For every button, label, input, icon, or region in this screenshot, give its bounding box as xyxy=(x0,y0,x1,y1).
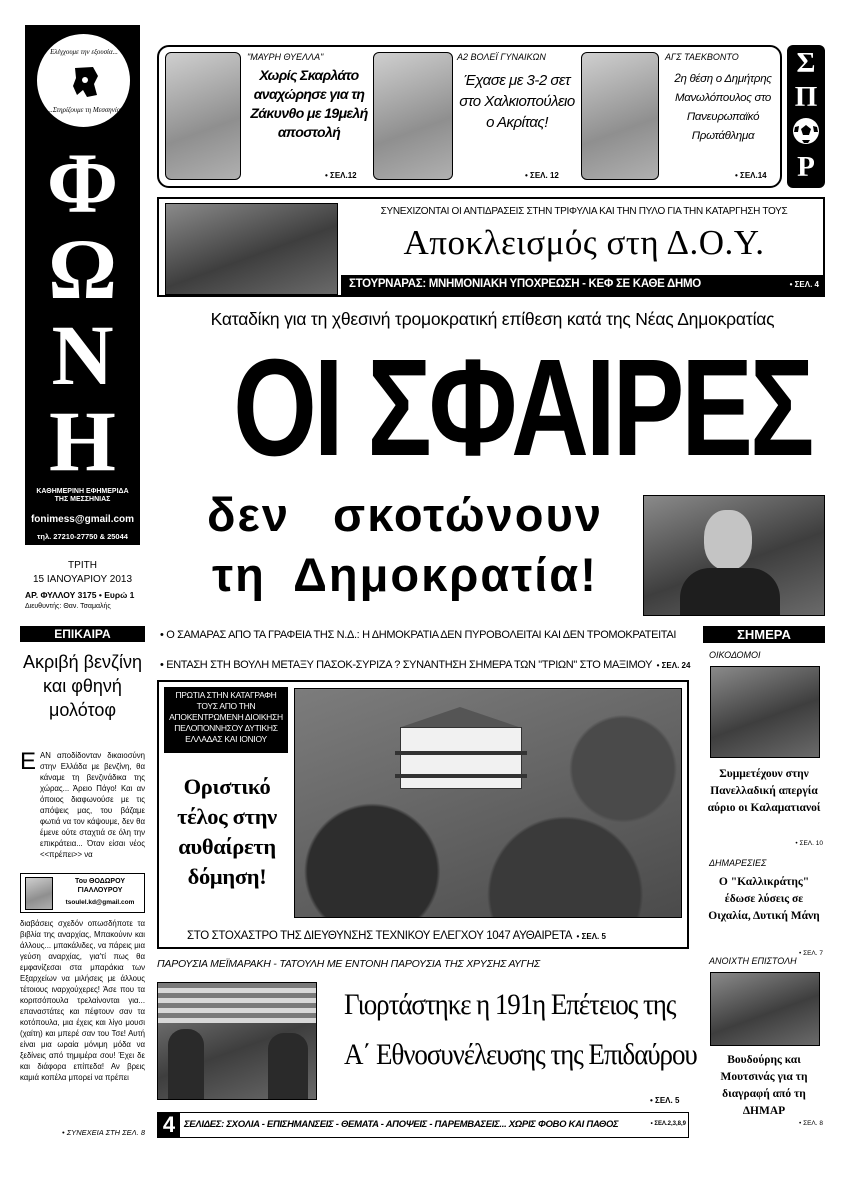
person-right xyxy=(268,1033,308,1100)
parliament-photo xyxy=(710,972,820,1046)
masthead-email[interactable]: fonimess@gmail.com xyxy=(30,514,135,525)
simera-kicker: ΔΗΜΑΡΕΣΙΕΣ xyxy=(709,858,767,868)
epidavros-headline-1[interactable]: Γιορτάστηκε η 191η Επέτειος της xyxy=(344,988,676,1021)
epidavros-ref: • ΣΕΛ. 5 xyxy=(650,1096,680,1105)
masthead-subtitle: ΚΑΘΗΜΕΡΙΝΗ ΕΦΗΜΕΡΙΔΑ ΤΗΣ ΜΕΣΣΗΝΙΑΣ xyxy=(36,488,129,503)
masthead-letter-eta: Η xyxy=(49,393,116,489)
main-bullet-2-ref: • ΣΕΛ. 24 xyxy=(656,661,691,670)
building-caption xyxy=(187,926,687,944)
sports-item-1[interactable] xyxy=(165,50,370,185)
seal-top-text: Ελέγχουμε την εξουσία... xyxy=(50,48,118,56)
simera-item-3[interactable] xyxy=(703,956,825,1140)
sports-item-2[interactable] xyxy=(373,50,578,185)
sports-item-kicker: Α2 ΒΟΛΕΪ ΓΥΝΑΙΚΩΝ xyxy=(457,52,546,62)
masthead xyxy=(25,25,140,545)
football-icon xyxy=(792,117,820,145)
basketball-photo xyxy=(165,52,241,180)
sports-item-title: Έχασε με 3-2 σετ στο Χαλκιοπούλειο ο Ακρίτας! xyxy=(459,72,575,131)
main-subheadline-1: δεν σκοτώνουν xyxy=(207,488,603,541)
building-headline: Οριστικό τέλος στην αυθαίρετη δόμηση! xyxy=(177,774,277,889)
simera-ref: • ΣΕΛ. 8 xyxy=(798,1120,823,1127)
tax-office-photo xyxy=(165,203,338,295)
masthead-letter-omega: Ω xyxy=(48,221,117,317)
epikaira-column[interactable] xyxy=(20,626,145,1140)
sports-item-title: Χωρίς Σκαρλάτο αναχώρησε για τη Ζάκυνθο με 19μελή αποστολή xyxy=(250,67,368,140)
samaras-face xyxy=(704,510,752,570)
simera-label: ΣΗΜΕΡΑ xyxy=(703,626,825,643)
main-subheadline-2: τη Δημοκρατία! xyxy=(212,548,598,601)
house-roof xyxy=(390,707,530,727)
author-name: Του ΘΟΔΩΡΟΥ ΓΙΑΛΛΟΥΡΟΥ xyxy=(75,878,125,894)
sports-letter: Ρ xyxy=(797,151,815,183)
main-headline[interactable]: ΟΙ ΣΦΑΙΡΕΣ xyxy=(233,331,812,485)
epikaira-continue[interactable]: • ΣΥΝΕΧΕΙΑ ΣΤΗ ΣΕΛ. 8 xyxy=(62,1128,145,1137)
epikaira-title: Ακριβή βενζίνη και φθηνή μολότοφ xyxy=(23,652,142,720)
simera-column xyxy=(703,626,825,1140)
doy-headline: Αποκλεισμός στη Δ.Ο.Υ. xyxy=(403,223,765,262)
epikaira-paragraph-2: διαβάσεις σχεδόν οπωσδήποτε τα βιβλία της αναρχίας, Μπακούνιν και άλλους... μπακάλιδες, να πάρεις μια γεύση αναρχίας, για'τί πως θα εμφανίζεσαι στα μπαράκια των Εξαρχείων να μιλήσεις με άλλους τέτοιους ιναρχούχερες! Άσε που τα κοριτσόπουλα τρελαίνονται για... επαναστάτες και πέφτουν σαν τα κοτόπουλα, μια έχεις και λίγο μουσι (χαίτη) και μπερέ σαν του Τσε! Αυτή είναι μια ωραία μόνιμη μόδα να ξεδίνεις από τημιμέρα σου! Έχει δε και διάφορα επίπεδα! Αν βρεις καμιά κοπέλα μπορεί να πρέπει xyxy=(20,919,145,1082)
doy-bar-text: ΣΤΟΥΡΝΑΡΑΣ: ΜΝΗΜΟΝΙΑΚΗ ΥΠΟΧΡΕΩΣΗ - ΚΕΦ ΣΕ ΚΑΘΕ ΔΗΜΟ xyxy=(349,278,701,290)
seal-bottom-text: ...Στηρίζουμε τη Μεσσηνία xyxy=(47,106,121,114)
building-photo xyxy=(294,688,682,918)
sports-vertical-label[interactable] xyxy=(787,45,825,188)
issue-director: Διευθυντής: Θαν. Τσαμαλής xyxy=(25,603,111,610)
author-photo xyxy=(25,877,53,910)
main-bullet-1: • Ο ΣΑΜΑΡΑΣ ΑΠΟ ΤΑ ΓΡΑΦΕΙΑ ΤΗΣ Ν.Δ.: Η ΔΗΜΟΚΡΑΤΙΑ ΔΕΝ ΠΥΡΟΒΟΛΕΙΤΑΙ ΚΑΙ ΔΕΝ ΤΡΟΜΟΚΡΑΤΕΙΤΑΙ xyxy=(160,629,677,641)
sports-item-3[interactable] xyxy=(581,50,781,185)
bottom-bar-ref: • ΣΕΛ.2,3,8,9 xyxy=(650,1121,686,1127)
person-left xyxy=(168,1029,204,1100)
volleyball-photo xyxy=(373,52,453,180)
flag-stripes xyxy=(158,983,317,1023)
masthead-letter-nu: Ν xyxy=(51,307,114,403)
building-caption-text: ΣΤΟ ΣΤΟΧΑΣΤΡΟ ΤΗΣ ΔΙΕΥΘΥΝΣΗΣ ΤΕΧΝΙΚΟΥ ΕΛΕΓΧΟΥ 1047 ΑΥΘΑΙΡΕΤΑ xyxy=(187,930,573,942)
sports-item-kicker: ΑΓΣ ΤΑΕΚΒΟΝΤΟ xyxy=(665,52,739,62)
main-bullet-2-text: • ΕΝΤΑΣΗ ΣΤΗ ΒΟΥΛΗ ΜΕΤΑΞΥ ΠΑΣΟΚ-ΣΥΡΙΖΑ ? ΣΥΝΑΝΤΗΣΗ ΣΗΜΕΡΑ ΤΩΝ "ΤΡΙΩΝ" ΣΤΟ ΜΑΞΙΜΟΥ xyxy=(160,659,653,671)
samaras-photo xyxy=(643,495,825,616)
simera-kicker: ΑΝΟΙΧΤΗ ΕΠΙΣΤΟΛΗ xyxy=(709,956,797,966)
simera-kicker: ΟΙΚΟΔΟΜΟΙ xyxy=(709,650,761,660)
simera-ref: • ΣΕΛ. 7 xyxy=(798,950,823,957)
house-body xyxy=(400,727,522,789)
sports-item-title: 2η θέση ο Δημήτρης Μανωλόπουλος στο Πανευρωπαϊκό Πρωτάθλημα xyxy=(674,73,772,142)
epidavros-kicker: ΠΑΡΟΥΣΙΑ ΜΕΪΜΑΡΑΚΗ - ΤΑΤΟΥΛΗ ΜΕ ΕΝΤΟΝΗ ΠΑΡΟΥΣΙΑ ΤΗΣ ΧΡΥΣΗΣ ΑΥΓΗΣ xyxy=(157,958,541,970)
issue-day: ΤΡΙΤΗ xyxy=(68,560,97,571)
author-email[interactable]: tsoulel.kd@gmail.com xyxy=(65,899,135,906)
sports-item-ref: • ΣΕΛ.14 xyxy=(735,171,767,180)
epidavros-headline-2[interactable]: Α΄ Εθνοσυνέλευσης της Επιδαύρου xyxy=(344,1038,697,1071)
house-balcony xyxy=(395,751,527,755)
epikaira-paragraph-1: ΑΝ αποδίδονταν δικαιοσύνη στην Ελλάδα με βενζίνη, θα κάναμε τη βενζινάδικα της χώρας... Άρειο Πάγο! Και αν όποιος διαφωνούσε με τις απόψεις μας, του βάζαμε φωτιά να τον κάψουμε, δεν θα έμενε ούτε σταχτιά σε όλη την επικράτεια... Όταν είσαι νέος <<πρέπει>> να xyxy=(40,751,145,859)
bottom-bar-text: ΣΕΛΙΔΕΣ: ΣΧΟΛΙΑ - ΕΠΙΣΗΜΑΝΣΕΙΣ - ΘΕΜΑΤΑ - ΑΠΟΨΕΙΣ - ΠΑΡΕΜΒΑΣΕΙΣ... ΧΩΡΙΣ ΦΟΒΟ ΚΑΙ ΠΑΘΟΣ xyxy=(184,1119,619,1130)
masthead-letter-phi: Φ xyxy=(46,135,119,231)
building-caption-ref: • ΣΕΛ. 5 xyxy=(576,932,606,941)
doy-bar xyxy=(341,275,823,295)
main-kicker: Καταδίκη για τη χθεσινή τρομοκρατική επίθεση κατά της Νέας Δημοκρατίας xyxy=(210,309,775,329)
masthead-seal xyxy=(35,32,132,129)
building-kicker-box: ΠΡΩΤΙΑ ΣΤΗΝ ΚΑΤΑΓΡΑΦΗ ΤΟΥΣ ΑΠΟ ΤΗΝ ΑΠΟΚΕΝΤΡΩΜΕΝΗ ΔΙΟΙΚΗΣΗ ΠΕΛΟΠΟΝΝΗΣΟΥ ΔΥΤΙΚΗΣ ΕΛΛΑΔΑΣ ΚΑΙ ΙΟΝΙΟΥ xyxy=(164,687,288,753)
house-balcony-2 xyxy=(395,774,527,778)
doy-ref: • ΣΕΛ. 4 xyxy=(789,280,819,289)
simera-item-2[interactable] xyxy=(703,858,825,968)
epikaira-drop-cap: Ε xyxy=(20,748,37,775)
masthead-phone: τηλ. 27210-27750 & 25044 xyxy=(37,532,128,541)
taekwondo-photo xyxy=(581,52,659,180)
sports-letter: Σ xyxy=(796,47,816,79)
doy-kicker: ΣΥΝΕΧΙΖΟΝΤΑΙ ΟΙ ΑΝΤΙΔΡΑΣΕΙΣ ΣΤΗΝ ΤΡΙΦΥΛΙΑ ΚΑΙ ΤΗΝ ΠΥΛΟ ΓΙΑ ΤΗΝ ΚΑΤΑΡΓΗΣΗ ΤΟΥΣ xyxy=(380,206,788,217)
samaras-suit xyxy=(680,568,780,616)
bottom-bar-number: 4 xyxy=(158,1113,180,1137)
issue-date: 15 ΙΑΝΟΥΑΡΙΟΥ 2013 xyxy=(32,574,133,585)
simera-title: Ο "Καλλικράτης" έδωσε λύσεις σε Οιχαλία, Δυτική Μάνη xyxy=(708,876,820,922)
issue-number: ΑΡ. ΦΥΛΛΟΥ 3175 • Ευρώ 1 xyxy=(25,590,135,600)
simera-title: Βουδούρης και Μουτσινάς για τη διαγραφή από τη ΔΗΜΑΡ xyxy=(720,1054,808,1117)
doy-story[interactable] xyxy=(157,197,825,297)
sports-item-kicker: "ΜΑΥΡΗ ΘΥΕΛΛΑ" xyxy=(247,52,324,62)
simera-title: Συμμετέχουν στην Πανελλαδική απεργία αύριο οι Καλαματιανοί xyxy=(707,768,821,814)
sports-letter: Π xyxy=(794,81,818,113)
epidavros-photo xyxy=(157,982,317,1100)
bottom-bar[interactable] xyxy=(157,1112,689,1138)
workers-photo xyxy=(710,666,820,758)
epikaira-label: ΕΠΙΚΑΙΡΑ xyxy=(20,626,145,642)
messinia-map-icon xyxy=(67,64,103,100)
simera-ref: • ΣΕΛ. 10 xyxy=(795,840,823,847)
epikaira-author-box xyxy=(20,873,145,913)
sports-item-ref: • ΣΕΛ. 12 xyxy=(525,171,559,180)
building-story[interactable] xyxy=(157,680,689,949)
sports-item-ref: • ΣΕΛ.12 xyxy=(325,171,357,180)
